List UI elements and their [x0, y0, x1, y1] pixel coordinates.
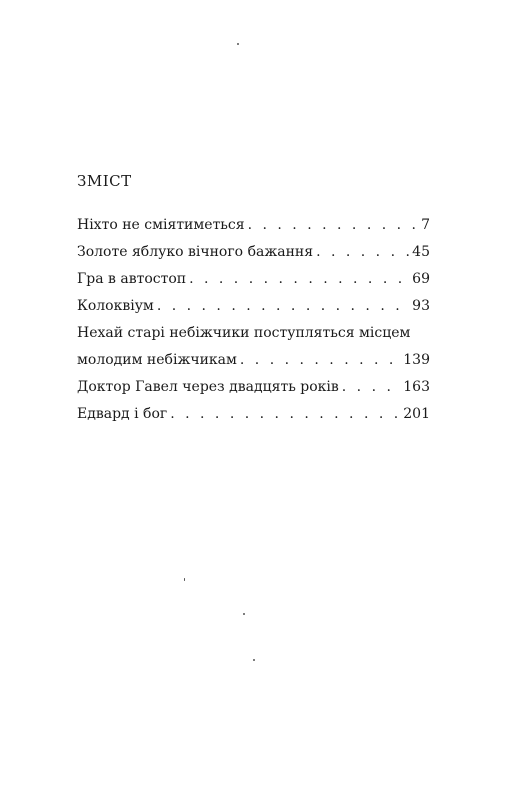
toc-entry[interactable] [77, 293, 430, 320]
dot-leader [157, 293, 409, 320]
toc-entry[interactable] [77, 401, 430, 428]
dot-leader [170, 401, 400, 428]
toc-entry-title: Едвард і бог [77, 406, 168, 422]
dot-leader [240, 347, 400, 374]
toc-entry-title: Гра в автостоп [77, 271, 187, 287]
toc-entry-title: Колоквіум [77, 298, 154, 314]
table-of-contents [77, 212, 430, 428]
toc-heading: ЗМІСТ [77, 172, 132, 190]
toc-entry-page: 7 [421, 217, 430, 233]
toc-entry-title-line1: Нехай старі небіжчики поступляться місцем [77, 325, 411, 341]
dot-leader [342, 374, 400, 401]
print-speck [253, 659, 255, 661]
toc-entry[interactable] [77, 374, 430, 401]
print-speck [243, 613, 245, 615]
dot-leader [248, 212, 418, 239]
toc-entry[interactable] [77, 266, 430, 293]
toc-entry-page: 139 [403, 352, 430, 368]
toc-entry[interactable] [77, 212, 430, 239]
toc-entry-page: 163 [403, 379, 430, 395]
toc-entry-title-line2: молодим небіжчикам [77, 352, 237, 368]
toc-entry[interactable] [77, 239, 430, 266]
toc-entry-multiline[interactable] [77, 320, 430, 374]
toc-entry-page: 93 [412, 298, 430, 314]
toc-entry-page: 45 [412, 244, 430, 260]
toc-entry-title: Ніхто не сміятиметься [77, 217, 245, 233]
dot-leader [189, 266, 409, 293]
print-speck [237, 43, 239, 45]
print-speck [184, 578, 185, 581]
toc-entry-title: Золоте яблуко вічного бажання [77, 244, 314, 260]
toc-entry-page: 69 [412, 271, 430, 287]
toc-entry-page: 201 [403, 406, 430, 422]
toc-entry-title: Доктор Гавел через двадцять років [77, 379, 339, 395]
dot-leader [316, 239, 409, 266]
